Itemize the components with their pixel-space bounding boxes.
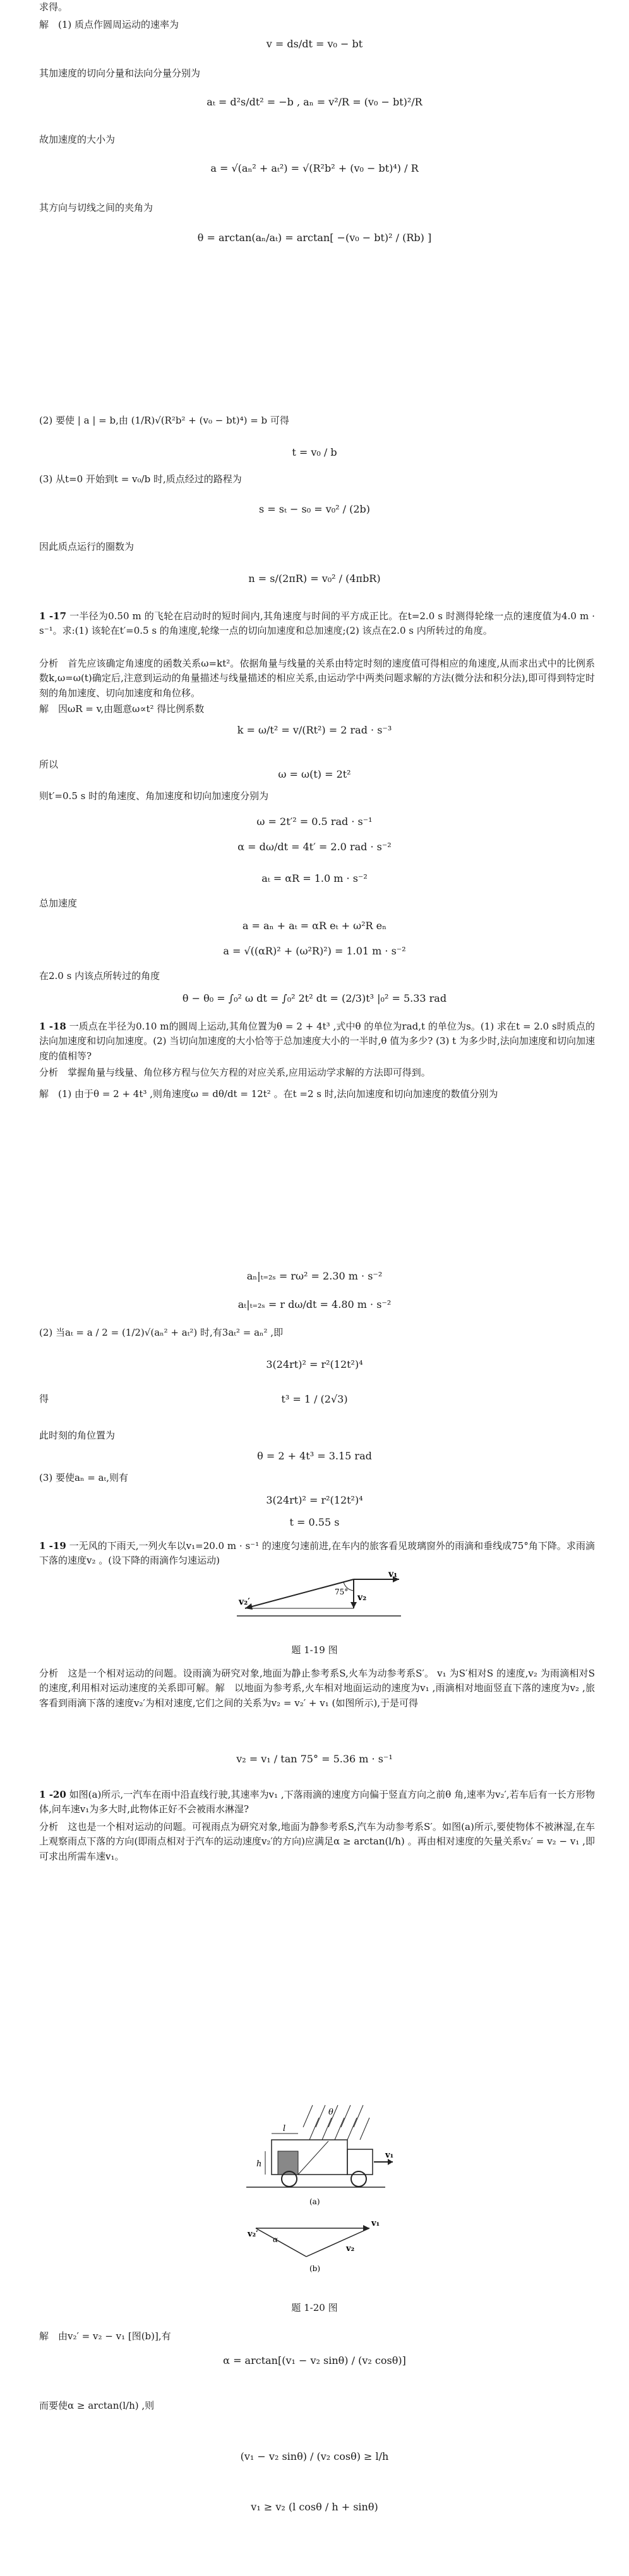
h-label: h [256,2159,262,2169]
solution-part1-intro: 解 (1) 质点作圆周运动的速率为 [39,19,179,30]
problem-1-19 [39,1539,595,1569]
v2-label-b: v₂ [346,2244,355,2253]
figure-1-19 [234,1569,404,1632]
equation-t-value: t = 0.55 s [289,1516,340,1528]
equation-condition-1: 3(24rt)² = r²(12t²)⁴ [266,1358,363,1370]
problem-1-17 [39,609,595,639]
problem-text: 一无风的下雨天,一列火车以v₁=20.0 m · s⁻¹ 的速度匀速前进,在车内的旅客看见玻璃窗外的雨滴和垂线成75°角下降。求雨滴下落的速度v₂ 。(设下降的雨滴作匀速运动) [39,1540,595,1567]
equation-speed: v = ds/dt = v₀ − bt [266,38,363,50]
gives-line: 得 [39,1393,49,1404]
v2-prime-label: v₂′ [239,1597,250,1607]
analysis-1-17: 分析 首先应该确定角速度的函数关系ω=kt²。依据角量与线量的关系由特定时刻的速度值可得相应的角速度,从而求出式中的比例系数k,ω=ω(t)确定后,注意到运动的角量描述与线量描述的相应关系,由运动学中两类问题求解的方法(微分法和积分法),即可得到特定时刻的角加速度、切向加速度和角位移。 [39,658,595,699]
equation-time: t = v₀ / b [292,446,337,458]
equation-v2: v₂ = v₁ / tan 75° = 5.36 m · s⁻¹ [236,1753,393,1765]
problem-number: 1 -20 [39,1789,66,1800]
alpha-label: α [273,2235,279,2244]
solution-1-17-intro: 解 因ωR = v,由题意ω∝t² 得比例系数 [39,703,205,715]
equation-theta-value: θ = 2 + 4t³ = 3.15 rad [257,1450,372,1462]
angle-intro: 其方向与切线之间的夹角为 [39,202,153,213]
subfigure-a-label: (a) [309,2197,320,2206]
equal-components-intro: (3) 要使aₙ = aₜ,则有 [39,1472,128,1483]
equation-laps: n = s/(2πR) = v₀² / (4πbR) [248,573,381,585]
equation-at-2s: aₜ|ₜ₌₂ₛ = r dω/dt = 4.80 m · s⁻² [237,1298,392,1310]
problem-1-20 [39,1788,595,1817]
equation-an-2s: aₙ|ₜ₌₂ₛ = rω² = 2.30 m · s⁻² [246,1270,383,1282]
equation-acceleration-components: aₜ = d²s/dt² = −b , aₙ = v²/R = (v₀ − bt)²/R [207,96,422,108]
v2-prime-label-b: v₂′ [248,2229,258,2239]
equation-condition-2: 3(24rt)² = r²(12t²)⁴ [266,1494,363,1506]
t-prime-intro: 则t′=0.5 s 时的角速度、角加速度和切向加速度分别为 [39,790,269,802]
v2-label: v₂ [357,1593,367,1603]
v2-arrow-b [306,2228,369,2257]
subfigure-b-label: (b) [309,2264,321,2273]
equation-omega-t: ω = ω(t) = 2t² [278,768,351,780]
problem-text: 一质点在半径为0.10 m的圆周上运动,其角位置为θ = 2 + 4t³ ,式中θ 的单位为rad,t 的单位为s。(1) 求在t = 2.0 s时质点的法向加速度和切向加速度。(2) 当切向加速度的大小恰等于总加速度大小的一半时,θ 值为多少? (3) t 为多少时,法向加速度和切向加速度的值相等? [39,1021,595,1062]
solution-part3-intro: (3) 从t=0 开始到t = v₀/b 时,质点经过的路程为 [39,473,242,485]
v1-label-b: v₁ [371,2219,380,2228]
problem-number: 1 -19 [39,1540,66,1552]
theta-label: θ [328,2108,333,2117]
problem-number: 1 -18 [39,1021,66,1032]
equation-total-acceleration: a = √((αR)² + (ω²R)²) = 1.01 m · s⁻² [223,945,406,957]
solution-part2-intro: (2) 要使 | a | = b,由 (1/R)√(R²b² + (v₀ − bt)⁴) = b 可得 [39,415,289,426]
rain-lines [303,2105,369,2140]
condition-half-acceleration: (2) 当aₜ = a / 2 = (1/2)√(aₙ² + aₜ²) 时,有3aₜ² = aₙ² ,即 [39,1327,284,1338]
analysis-1-19: 分析 这是一个相对运动的问题。设雨滴为研究对象,地面为静止参考系S,火车为动参考系S′。 v₁ 为S′相对S 的速度,v₂ 为雨滴相对S 的速度,利用相对运动速度的关系即可解。解 以地面为参考系,火车相对地面运动的速度为v₁ ,雨滴相对地面竖直下落的速度为v₂ ,旅客看到雨滴下落的速度v₂′为相对速度,它们之间的关系为v₂ = v₂′ + v₁ (如图所示),于是可得 [39,1668,595,1709]
v1-label-a: v₁ [385,2151,394,2160]
acceleration-magnitude-intro: 故加速度的大小为 [39,134,116,145]
total-acceleration-intro: 总加速度 [39,898,78,909]
intro-line: 求得。 [39,1,68,13]
acceleration-components-intro: 其加速度的切向分量和法向分量分别为 [39,68,201,79]
angle-at-time-intro: 此时刻的角位置为 [39,1430,116,1441]
solution-1-18-intro: 解 (1) 由于θ = 2 + 4t³ ,则角速度ω = dθ/dt = 12t² 。在t =2 s 时,法向加速度和切向加速度的数值分别为 [39,1088,498,1100]
v2-prime-arrow-b [256,2228,306,2257]
equation-at-value: aₜ = αR = 1.0 m · s⁻² [261,872,368,884]
truck-cab [347,2149,373,2175]
problem-1-18 [39,1019,595,1064]
front-wheel [351,2171,366,2187]
equation-angle-integral: θ − θ₀ = ∫₀² ω dt = ∫₀² 2t² dt = (2/3)t³ |₀² = 5.33 rad [182,992,447,1004]
v1-label: v₁ [388,1569,398,1579]
laps-intro: 因此质点运行的圈数为 [39,541,135,552]
problem-text: 如图(a)所示,一汽车在雨中沿直线行驶,其速率为v₁ ,下落雨滴的速度方向偏于竖直方向之前θ 角,速率为v₂′,若车后有一长方形物体,问车速v₁为多大时,此物体正好不会被雨水淋湿? [39,1789,595,1815]
equation-vector-acceleration: a = aₙ + aₜ = αR eₜ + ω²R eₙ [242,920,387,932]
equation-omega-value: ω = 2t′² = 0.5 rad · s⁻¹ [256,816,373,828]
analysis-1-18: 分析 掌握角量与线量、角位移方程与位矢方程的对应关系,应用运动学求解的方法即可得到。 [39,1067,431,1078]
equation-acceleration-magnitude: a = √(aₙ² + aₜ²) = √(R²b² + (v₀ − bt)⁴) / R [210,162,419,174]
caption-1-19: 题 1-19 图 [291,1644,338,1656]
solution-1-20-intro: 解 由v₂′ = v₂ − v₁ [图(b)],有 [39,2330,171,2342]
so-line: 所以 [39,759,59,770]
angle-label: 75° [335,1588,349,1596]
caption-1-20: 题 1-20 图 [291,2302,338,2313]
v2-arrowhead [350,1602,357,1608]
angle-2s-intro: 在2.0 s 内该点所转过的角度 [39,970,160,982]
equation-alpha: α = arctan[(v₁ − v₂ sinθ) / (v₂ cosθ)] [223,2354,406,2366]
equation-angle: θ = arctan(aₙ/aₜ) = arctan[ −(v₀ − bt)² / (Rb) ] [197,232,432,244]
analysis-1-20: 分析 这也是一个相对运动的问题。可视雨点为研究对象,地面为静参考系S,汽车为动参考系S′。如图(a)所示,要使物体不被淋湿,在车上观察雨点下落的方向(即雨点相对于汽车的运动速度v₂′的方向)应满足α ≥ arctan(l/h) 。再由相对速度的矢量关系v₂′ = v₂ − v₁ ,即可求出所需车速v₁。 [39,1821,595,1862]
equation-v1-result: v₁ ≥ v₂ (l cosθ / h + sinθ) [251,2501,378,2513]
equation-k: k = ω/t² = v/(Rt²) = 2 rad · s⁻³ [237,724,392,736]
problem-number: 1 -17 [39,610,67,622]
figure-1-20 [234,2102,398,2272]
equation-t-cubed: t³ = 1 / (2√3) [281,1393,348,1405]
condition-intro: 而要使α ≥ arctan(l/h) ,则 [39,2400,155,2411]
equation-path-length: s = sₜ − s₀ = v₀² / (2b) [258,503,371,515]
equation-inequality: (v₁ − v₂ sinθ) / (v₂ cosθ) ≥ l/h [240,2450,389,2462]
l-label: l [283,2124,286,2134]
equation-alpha-value: α = dω/dt = 4t′ = 2.0 rad · s⁻² [237,841,392,853]
problem-text: 一半径为0.50 m 的飞轮在启动时的短时间内,其角速度与时间的平方成正比。在t=2.0 s 时测得轮缘一点的速度值为4.0 m · s⁻¹。求:(1) 该轮在t′=0.5 s 的角速度,轮缘一点的切向加速度和总加速度;(2) 该点在2.0 s 内所转过的角度。 [39,610,595,637]
rain-in-box [298,2141,328,2175]
